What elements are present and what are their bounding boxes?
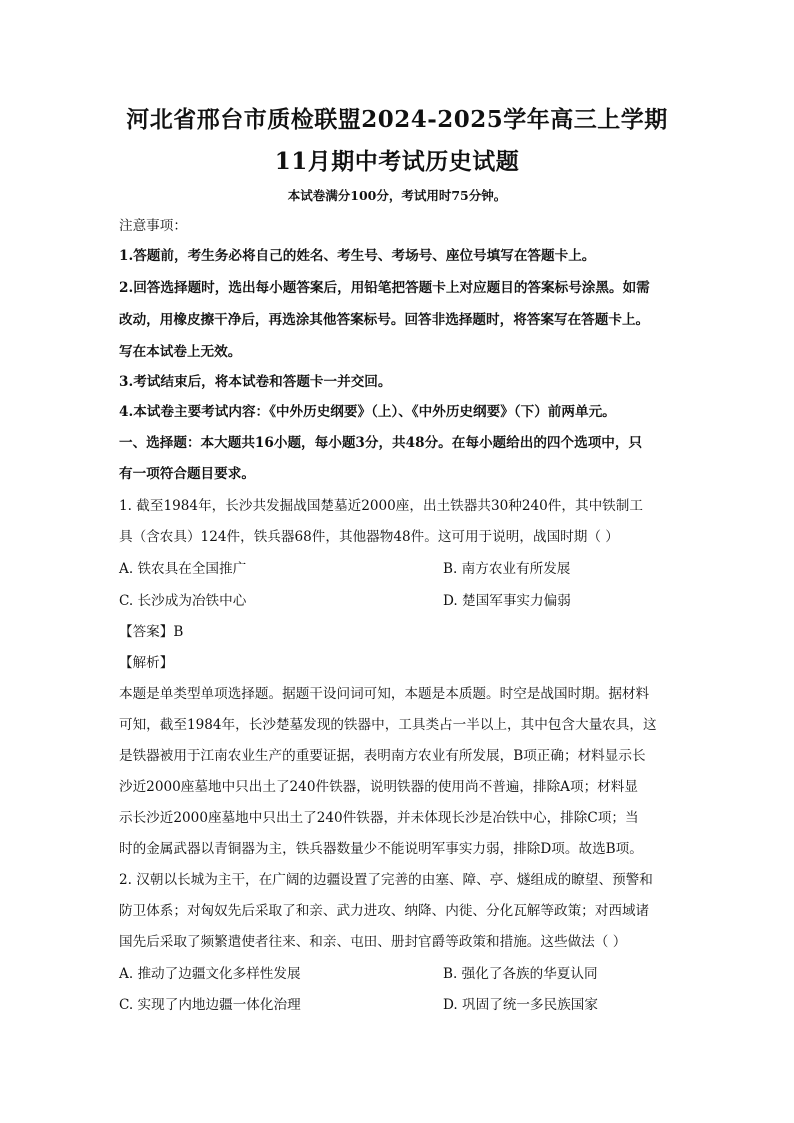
question-1-answer: 【答案】B [119, 624, 184, 640]
question-1-stem: 1. 截至1984年，长沙共发掘战国楚墓近2000座，出土铁器共30种240件，其中铁制工 [119, 498, 643, 514]
question-2-option-b: B. 强化了各族的华夏认同 [443, 966, 598, 982]
section-heading-cont: 有一项符合题目要求。 [119, 466, 255, 482]
question-2-stem: 防卫体系；对匈奴先后采取了和亲、武力进攻、纳降、内徙、分化瓦解等政策；对西域诸 [119, 903, 650, 919]
analysis-line: 是铁器被用于江南农业生产的重要证据，表明南方农业有所发展，B项正确；材料显示长 [119, 748, 646, 764]
question-1-option-c: C. 长沙成为冶铁中心 [119, 593, 247, 609]
note-line: 4.本试卷主要考试内容：《中外历史纲要》（上）、《中外历史纲要》（下）前两单元。 [119, 404, 616, 420]
note-line: 1.答题前，考生务必将自己的姓名、考生号、考场号、座位号填写在答题卡上。 [119, 248, 596, 264]
question-1-option-b: B. 南方农业有所发展 [443, 561, 571, 577]
question-1-option-a: A. 铁农具在全国推广 [119, 561, 247, 577]
exam-subtitle: 本试卷满分100分，考试用时75分钟。 [287, 188, 507, 203]
analysis-line: 本题是单类型单项选择题。据题干设问词可知，本题是本质题。时空是战国时期。据材料 [119, 686, 650, 702]
question-2-stem: 2. 汉朝以长城为主干，在广阔的边疆设置了完善的由塞、障、亭、燧组成的瞭望、预警和 [119, 872, 653, 888]
question-2-option-a: A. 推动了边疆文化多样性发展 [119, 966, 301, 982]
note-line: 写在本试卷上无效。 [119, 344, 242, 360]
page-title-line1: 河北省邢台市质检联盟2024-2025学年高三上学期 [126, 106, 668, 133]
note-line: 2.回答选择题时，选出每小题答案后，用铅笔把答题卡上对应题目的答案标号涂黑。如需 [119, 280, 650, 296]
question-1-analysis-label: 【解析】 [119, 655, 174, 671]
notes-heading: 注意事项： [119, 218, 187, 234]
analysis-line: 可知，截至1984年，长沙楚墓发现的铁器中，工具类占一半以上，其中包含大量农具，这 [119, 717, 657, 733]
question-1-stem: 具（含农具）124件，铁兵器68件，其他器物48件。这可用于说明，战国时期（ ） [119, 529, 619, 545]
question-1-option-d: D. 楚国军事实力偏弱 [443, 593, 571, 609]
page-title-line2: 11月期中考试历史试题 [274, 148, 520, 175]
section-heading: 一、选择题：本大题共16小题，每小题3分，共48分。在每小题给出的四个选项中，只 [119, 435, 643, 451]
question-2-option-c: C. 实现了内地边疆一体化治理 [119, 997, 301, 1013]
note-line: 改动，用橡皮擦干净后，再选涂其他答案标号。回答非选择题时，将答案写在答题卡上。 [119, 312, 650, 328]
note-line: 3.考试结束后，将本试卷和答题卡一并交回。 [119, 374, 392, 390]
analysis-line: 时的金属武器以青铜器为主，铁兵器数量少不能说明军事实力弱，排除D项。故选B项。 [119, 841, 643, 857]
analysis-line: 沙近2000座墓地中只出土了240件铁器，说明铁器的使用尚不普遍，排除A项；材料显 [119, 779, 638, 795]
analysis-line: 示长沙近2000座墓地中只出土了240件铁器，并未体现长沙是冶铁中心，排除C项；当 [119, 810, 639, 826]
question-2-option-d: D. 巩固了统一多民族国家 [443, 997, 598, 1013]
question-2-stem: 国先后采取了频繁遣使者往来、和亲、屯田、册封官爵等政策和措施。这些做法（ ） [119, 934, 627, 950]
